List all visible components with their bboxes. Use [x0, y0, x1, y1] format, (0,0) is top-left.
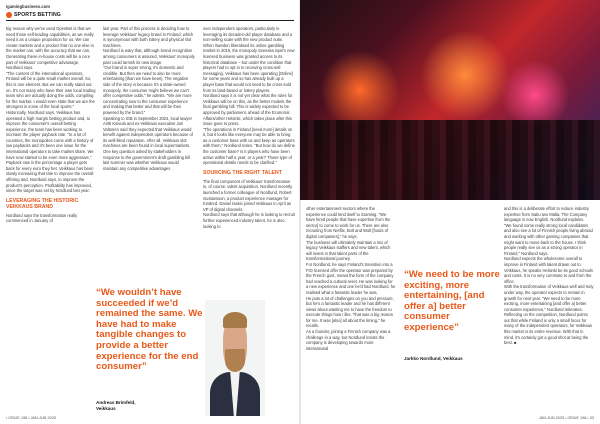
- page-footer-right: JAN-JUN 2025 • ISSUE 198 • 33: [538, 416, 594, 420]
- header-rule: [6, 20, 294, 21]
- pull-quote: “We wouldn’t have succeeded if we’d remained the same. We have had to make tangible changes to provide a better experience for the end consumer”: [96, 287, 203, 373]
- paragraph: "We found some really strong local candidates and also see a lot of Finnish people living abroad and working with other gaming companies that might want to move back to the house. I think people really see us as a strong operator in Finland," Nordlund says.: [504, 222, 593, 256]
- section-dot-icon: [6, 12, 12, 18]
- paragraph: The business will ultimately maintain a mix of legacy Veikkaus staffers and new talent, which will invest in that talent parts of the transformational journey.: [306, 239, 391, 262]
- left-column-1: [6, 26, 96, 414]
- page-footer-left: • ISSUE 198 • JAN-JUN 2025: [6, 416, 56, 420]
- paragraph: For Nordlund, he says Finland's transition into a FIO licensed offer the operator was prepared by the French govt, meant the form of the company had reached a cultural reset. He was looking for a new experience and one he'd had Nordlund, he realised what a fantastic leader he was.: [306, 261, 396, 295]
- quote-name: Andreas Brimfeld,: [96, 400, 136, 405]
- paragraph: When Sweden liberalised its online gambling market in 2019, the monopoly Svenska Spel's new licensed business was granted access to its historical database – but under the condition that players had to opt in to receiving cross-sell messaging. Veikkaus has been operating [Online] for some years and so has already built up a player base that would not need to be cross-sold from its land-based or lottery players.: [203, 42, 295, 93]
- paragraph: last year. Part of this process is deciding how to leverage Veikkaus' legacy brand in Finland, which is synonymous with both lottery and physical slot machines.: [103, 26, 194, 48]
- paragraph: "The content of the international operators, Finland will be a quite small market overall. So, this is one element. But we can really stand out on. It's not many who have their own local trading team who are actually doing the odds, compiling for the market. I would even state that we are the strongest in some of the local sports.": [6, 70, 96, 110]
- paragraph: One key question asked by stakeholders in response to the government's draft gambling bill last summer was whether Veikkaus would maintain any competitive advantages: [103, 149, 191, 171]
- portrait-photo: [205, 300, 265, 416]
- section-label: SPORTS BETTING: [14, 12, 61, 18]
- right-column-1: [306, 206, 396, 416]
- right-column-3: [504, 206, 594, 416]
- paragraph: Nordlund says that although he is looking to recruit further experienced industry talent, he is also looking to: [203, 212, 295, 229]
- paragraph: Historically, Nordlund says, Veikkaus has operated a high margin betting product and, to improve the consumer's overall betting experience, the team has been working to increase the player payback rate. "In a lot of countries, the monopolies come with a history of low paybacks and it's been one issue for the international operators to take market share. We have now started to be even more aggressive.": [6, 109, 94, 160]
- paragraph: Generating these in-house costs will be a core part of Veikkaus' competitive advantage, Nordlund says.: [6, 53, 90, 71]
- paragraph: Nordlund says it is not yet clear what the rules for Veikkaus will be on this, as the better models the final gambling bill. This is widely expected to be approved by parliament, ahead of the Economic Affairs/other Helsinki, which takes place after this issue goes to press.: [203, 93, 293, 127]
- hero-image: [300, 0, 600, 200]
- paragraph: Speaking to iGB in September 2024, local lawyer Antti Koivula and ex-Veikkaus executive Jari Valtonen said they expected that Veikkaus would benefit against independent operators because of its well-liked reputation. After all, Veikkaus slot machines are been found in local supermarkets.: [103, 115, 193, 149]
- pull-quote: “We need to be more exciting, more entertaining, [and offer a] better consumer experience”: [404, 269, 500, 333]
- section-header: [6, 12, 61, 18]
- paragraph: Nordlund is wary that, although brand recognition among consumers is assured, Veikkaus' monopoly past could tarnish its new image.: [103, 48, 195, 65]
- paragraph: "The operations in Finland [need more] details on it, but it looks like everyone may be able to bring as a customer base with us and keep an operators with them," Nordlund notes. "But how do we define the customer base? Is it players who have been active within half a year, or a year? Those type of operational details needs to be clarified.": [203, 126, 295, 166]
- paragraph: big reason why we've used OpenBet is that we need those self-leading capabilities, as we really need it as a unique proposition for us. We can create markets and a product that no one else in the market can, with the accuracy that we can.: [6, 26, 94, 54]
- paragraph: With the transformation of Veikkaus well and truly under way, the operator expects to remain in growth for next year. "We need to be more exciting, more entertaining [and offer a] better consumer experience," Nordlund reiterates. Reflecting on the competition, Nordlund points out that while Finland is only a small focus for many of the independent operators, for Veikkaus this market is its entire revenue. With that in mind, it's certainly got a good shot at being the best. ■: [504, 284, 594, 346]
- paragraph: Payback rate is the percentage a player gets back for every euro they bet. Veikkaus has been slowly increasing that rate to improve the overall offering and, Nordlund says, to improve the product's perception. Profitability has improved, since the target was set by Nordlund last year.: [6, 160, 94, 194]
- paragraph: The final component of Veikkaus' transformation is, of course, talent acquisition. Nordlund recently launched a former colleague of Nordlund, Robert Gustavsson, a product experience manager for Kindred. Daniel Isaksi joined Veikkaus in April as VP of digital channels.: [203, 178, 293, 212]
- paragraph: Nordlund expects the wholesome overall to improve in Finland with talent drawn out to Veikkaus, he speaks Helsinki be its good schools and costs. It is no very commute to and from the office.: [504, 256, 593, 284]
- paragraph: over independent operators, particularly in leveraging its decades-old player database and a non-selling scale with the new product suite.: [203, 26, 293, 43]
- left-column-2: [103, 26, 195, 276]
- quote-attribution: [96, 400, 206, 411]
- site-url: igamingbusiness.com: [6, 4, 50, 9]
- subheading: SOURCING THE RIGHT TALENT: [203, 169, 282, 176]
- paragraph: He puts a lot of challenges on you and pressure, but he's a fantastic leader and he has different views about wanting me to have the freedom to execute things how I like. That was a big reason for me. It was [also] all about the timing," he recalls.: [306, 295, 394, 329]
- right-page: [300, 0, 600, 424]
- quote-company: Veikkaus: [96, 405, 116, 411]
- paragraph: and this is a deliberate effort to reduce industry expertise from Sabu two Malta. The Company language is now English, Nordlund explains.: [504, 206, 590, 223]
- paragraph: Nordlund says the transformation really commenced in January of: [6, 212, 78, 224]
- paragraph: As a founder, joining a Finnish company was a challenge in a way, but Nordlund insists the company is developing towards more international: [306, 329, 391, 351]
- paragraph: "Our brand is super strong, it's domestic and credible. But then we need to also be more entertaining [than we have been]. The negative side of the story is because it's a state-owned monopoly, the consumer might believe we can't offer competitive odds," he admits. "We are more concentrating now to the consumer experience and making that better and that will be then powered by the brand.": [103, 65, 192, 115]
- paragraph: other entertainment sectors where the experience could lend itself to iGaming. "We have hired people that have expertise from the sector] to come to work for us. There are also recruiting from Netflix, Bolt and Wolt [foods of digital companies]," he says.: [306, 206, 391, 239]
- quote-attribution: Jarkko Nordlund, Veikkaus: [404, 356, 463, 361]
- subheading: LEVERAGING THE HISTORIC VEIKKAUS BRAND: [6, 197, 79, 210]
